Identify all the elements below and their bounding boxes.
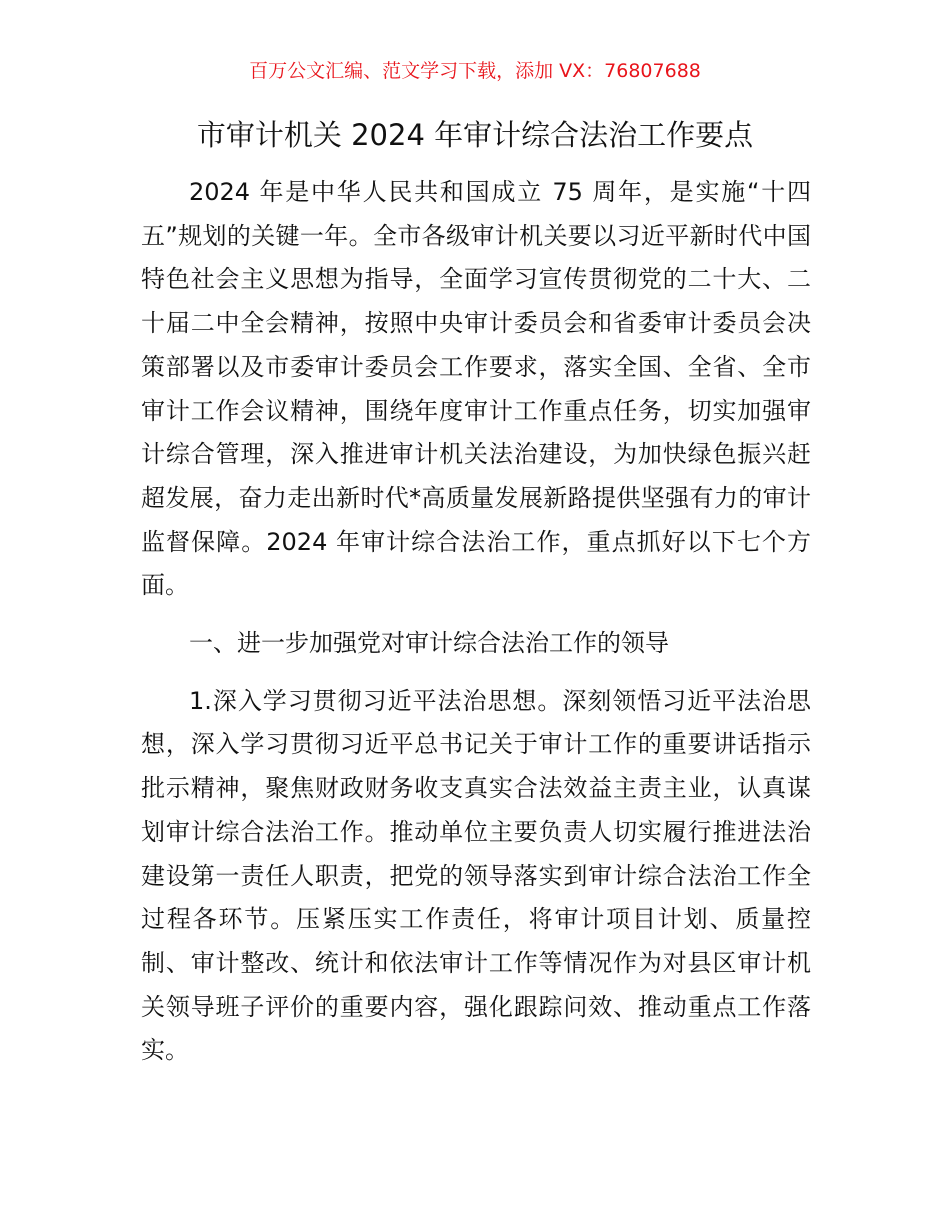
section-heading-1: 一、进一步加强党对审计综合法治工作的领导 <box>189 629 669 658</box>
watermark-banner: 百万公文汇编、范文学习下载，添加 VX：76807688 <box>249 60 701 82</box>
document-body <box>141 171 811 1073</box>
intro-paragraph: 2024 年是中华人民共和国成立 75 周年，是实施“十四五”规划的关键一年。全市各级审计机关要以习近平新时代中国特色社会主义思想为指导，全面学习宣传贯彻党的二十大、二十届二中全会精神，按照中央审计委员会和省委审计委员会决策部署以及市委审计委员会工作要求，落实全国、全省、全市审计工作会议精神，围绕年度审计工作重点任务，切实加强审计综合管理，深入推进审计机关法治建设，为加快绿色振兴赶超发展，奋力走出新时代*高质量发展新路提供坚强有力的审计监督保障。2024 年审计综合法治工作，重点抓好以下七个方面。 <box>141 178 811 600</box>
item-paragraph-1: 1.深入学习贯彻习近平法治思想。深刻领悟习近平法治思想，深入学习贯彻习近平总书记关于审计工作的重要讲话指示批示精神，聚焦财政财务收支真实合法效益主责主业，认真谋划审计综合法治工作。推动单位主要负责人切实履行推进法治建设第一责任人职责，把党的领导落实到审计综合法治工作全过程各环节。压紧压实工作责任，将审计项目计划、质量控制、审计整改、统计和依法审计工作等情况作为对县区审计机关领导班子评价的重要内容，强化跟踪问效、推动重点工作落实。 <box>141 686 811 1065</box>
paragraph-gap <box>141 666 811 680</box>
document-title: 市审计机关 2024 年审计综合法治工作要点 <box>196 118 754 152</box>
paragraph-gap <box>141 608 811 622</box>
